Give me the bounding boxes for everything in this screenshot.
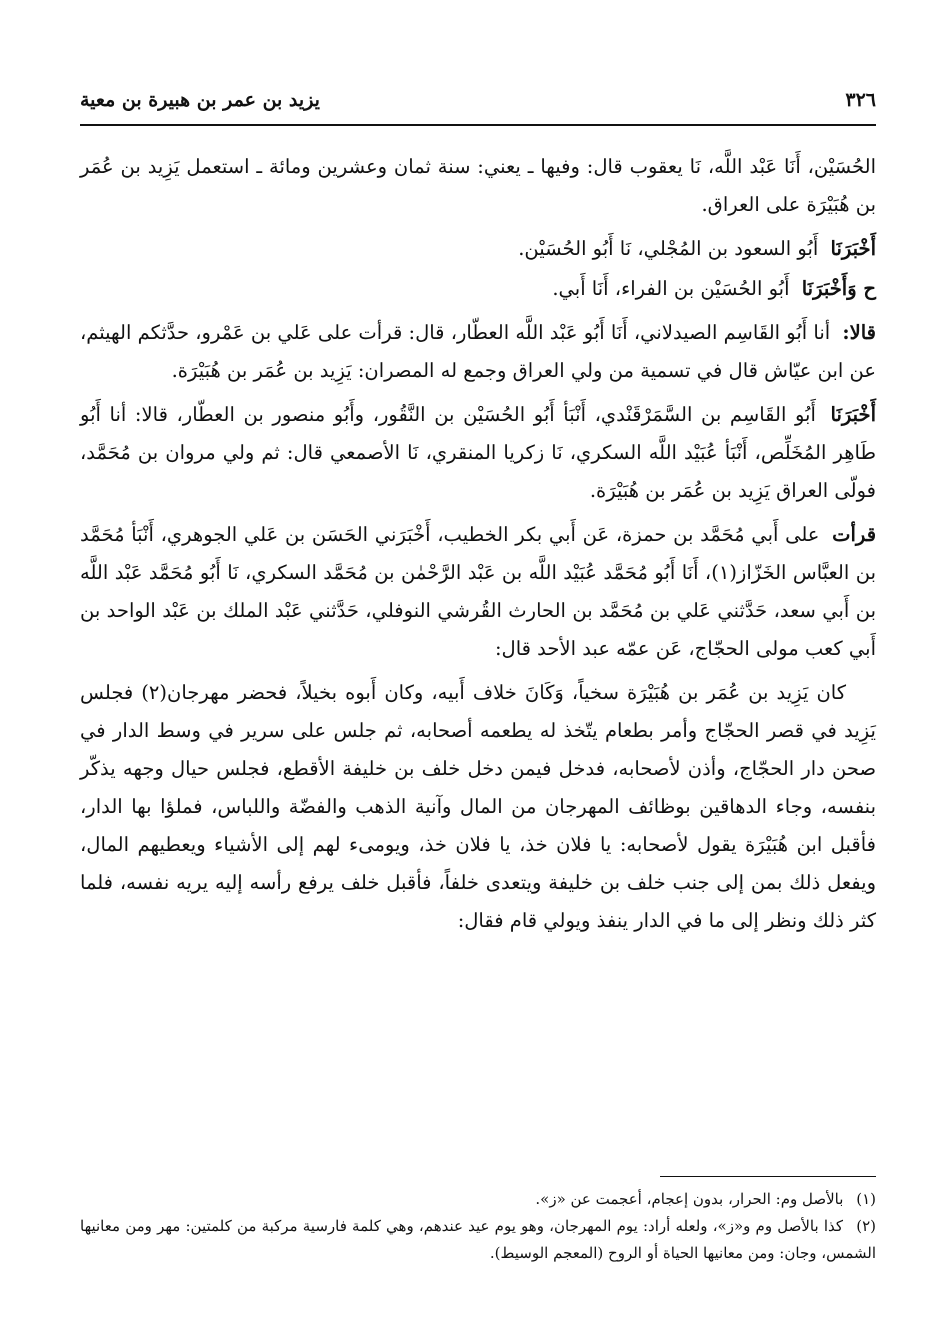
- footnote-rule: [660, 1176, 876, 1177]
- header-rule: [80, 124, 876, 126]
- footnote-1-number: (١): [856, 1190, 876, 1208]
- footnote-2: [80, 1213, 876, 1267]
- paragraph-4-lead: قالا:: [842, 321, 876, 344]
- footnote-1-text: بالأصل وم: الحرار، بدون إعجام، أعجمت عن «ز».: [535, 1190, 844, 1208]
- paragraph-6-text: على أَبي مُحَمَّد بن حمزة، عَن أَبي بكر الخطيب، أَخْبَرَني الحَسَن بن عَلي الجوهري، أَنْبَأ مُحَمَّد بن العبَّاس الخَزّاز(١)، أَنَا أَبُو مُحَمَّد عُبَيْد اللَّه بن عَبْد الرَّحْمٰن بن مُحَمَّد السكري، نَا أَبُو مُحَمَّد عَبْد اللَّه بن أَبي سعد، حَدَّثني عَلي بن مُحَمَّد بن الحارث القُرشي النوفلي، حَدَّثني عَبْد الملك بن عَبْد الواحد بن أَبي كعب مولى الحجّاج، عَن عمّه عبد الأحد قال:: [80, 523, 876, 660]
- paragraph-6-lead: قرأت: [832, 523, 877, 546]
- running-title: يزيد بن عمر بن هبيرة بن معية: [80, 89, 320, 111]
- paragraph-3: [80, 270, 876, 308]
- body-text: [80, 148, 876, 942]
- page-number: ٣٢٦: [845, 89, 876, 111]
- footnote-2-text: كذا بالأصل وم و«ز»، ولعله أراد: يوم المهرجان، وهو يوم عيد عندهم، وهي كلمة فارسية مركبة من كلمتين: مهر ومن معانيها الشمس، وجان: ومن معانيها الحياة أو الروح (المعجم الوسيط).: [80, 1217, 876, 1262]
- paragraph-7-text: كان يَزِيد بن عُمَر بن هُبَيْرَة سخياً، وَكَانَ خلاف أَبيه، وكان أَبوه بخيلاً، فحضر مهرجان(٢) فجلس يَزِيد في قصر الحجّاج وأمر بطعام يتّخذ له يطعمه أصحابه، ثم جلس على سرير في وسط الدار في صحن دار الحجّاج، وأذن لأصحابه، فدخل فيمن دخل خلف بن خليفة الأقطع، فجلس حيال وجهه يذكّر بنفسه، وجاء الدهاقين بوظائف المهرجان من المال وآنية الذهب والفضّة واللباس، فملؤا بها الدار، فأقبل ابن هُبَيْرَة يقول لأصحابه: يا فلان خذ، يا فلان خذ، ويومىء لهم إلى الأشياء ويعطيهم المال، ويفعل ذلك بمن إلى جنب خلف بن خليفة ويتعدى خلفاً، فأقبل خلف يرفع رأسه إليه يريه نفسه، فلما كثر ذلك ونظر إلى ما في الدار ينفذ ويولي قام فقال:: [80, 681, 876, 932]
- paragraph-5-lead: أَخْبَرَنَا: [830, 403, 877, 426]
- footnote-1: [80, 1186, 876, 1213]
- paragraph-5: [80, 396, 876, 510]
- paragraph-2-text: أَبُو السعود بن المُجْلي، نَا أَبُو الحُسَيْن.: [518, 237, 819, 260]
- paragraph-3-text: أَبُو الحُسَيْن بن الفراء، أَنَا أَبي.: [552, 277, 790, 300]
- paragraph-1-text: الحُسَيْن، أَنَا عَبْد اللَّه، نَا يعقوب قال: وفيها ـ يعني: سنة ثمان وعشرين ومائة ـ استعمل يَزِيد بن عُمَر بن هُبَيْرَة على العراق.: [80, 155, 876, 216]
- paragraph-2: [80, 230, 876, 268]
- paragraph-1: [80, 148, 876, 224]
- paragraph-7: [80, 674, 876, 940]
- paragraph-4: [80, 314, 876, 390]
- paragraph-5-text: أَبُو القَاسِم بن السَّمَرْقَنْدي، أَنْبَأ أَبُو الحُسَيْن بن النَّقُور، وأَبُو منصور بن العطّار، قالا: أنا أَبُو طَاهِر المُخَلِّص، أَنْبَأ عُبَيْد اللَّه السكري، نَا زكريا المنقري، نَا الأصمعي قال: ثم ولي مروان بن مُحَمَّد، فولّى العراق يَزِيد بن عُمَر بن هُبَيْرَة.: [80, 403, 876, 502]
- footnote-2-number: (٢): [856, 1217, 876, 1235]
- footnotes: [80, 1186, 876, 1267]
- page-header: [80, 84, 876, 116]
- paragraph-4-text: أنا أَبُو القَاسِم الصيدلاني، أَنَا أَبُو عَبْد اللَّه العطّار، قال: قرأت على عَلي بن عَمْرو، حدَّثكم الهيثم، عن ابن عيّاش قال في تسمية من ولي العراق وجمع له المصران: يَزِيد بن عُمَر بن هُبَيْرَة.: [80, 321, 876, 382]
- paragraph-2-lead: أَخْبَرَنَا: [830, 237, 876, 260]
- paragraph-6: [80, 516, 876, 668]
- paragraph-3-lead: ح وَأَخْبَرَنَا: [801, 277, 876, 300]
